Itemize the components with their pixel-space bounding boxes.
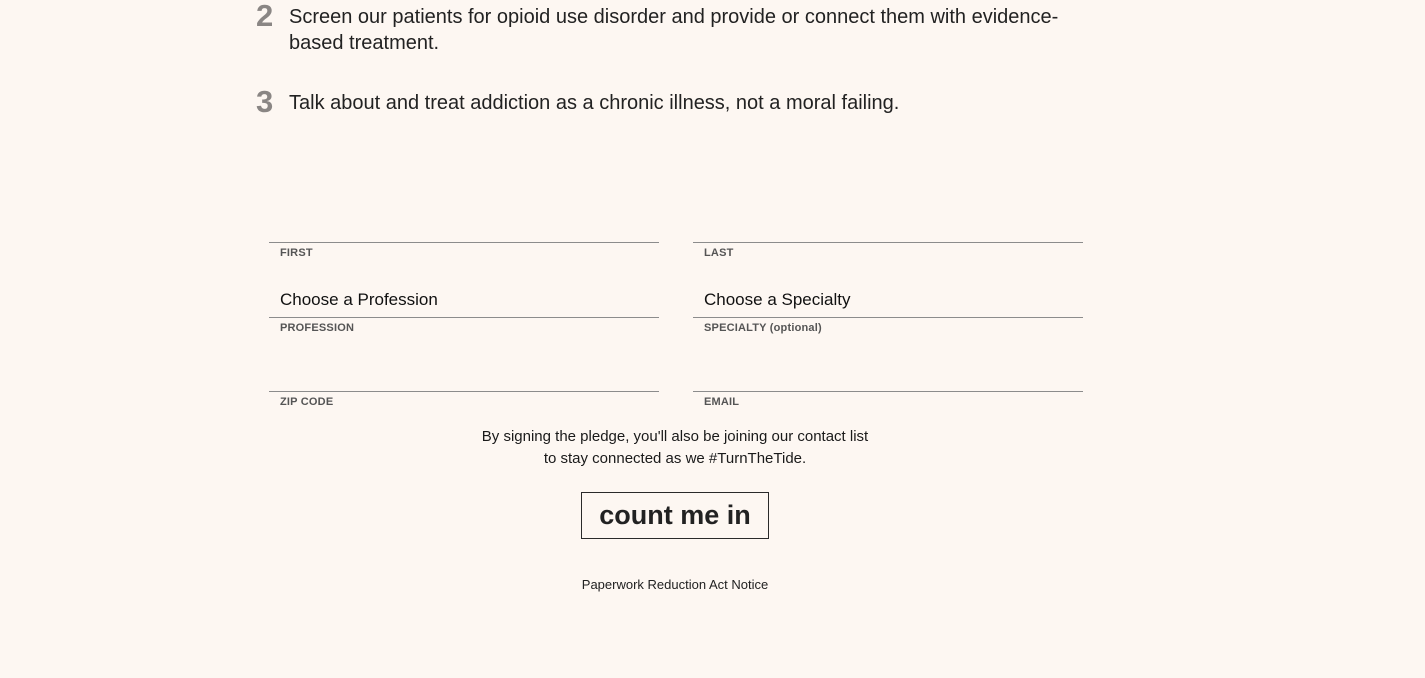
first-name-input[interactable] [269, 207, 659, 243]
pledge-text: Talk about and treat addiction as a chronic illness, not a moral failing. [289, 92, 900, 114]
zip-code-input[interactable] [269, 356, 659, 392]
last-name-field [693, 207, 1083, 259]
email-label: EMAIL [704, 396, 740, 408]
zip-code-label: ZIP CODE [280, 396, 334, 408]
profession-label: PROFESSION [280, 322, 355, 334]
pledge-number: 2 [256, 0, 274, 33]
specialty-label: SPECIALTY (optional) [704, 322, 822, 334]
specialty-select[interactable]: Choose a Specialty [693, 282, 1083, 318]
zip-code-field [269, 356, 659, 408]
paperwork-reduction-act-link[interactable]: Paperwork Reduction Act Notice [581, 577, 769, 592]
email-input[interactable] [693, 356, 1083, 392]
last-name-input[interactable] [693, 207, 1083, 243]
first-name-field [269, 207, 659, 259]
disclaimer-line-1: By signing the pledge, you'll also be joining our contact list [481, 428, 869, 445]
pledge-text: Screen our patients for opioid use disorder and provide or connect them with evidence-based treatment. [289, 6, 1059, 54]
count-me-in-button[interactable]: count me in [581, 492, 769, 539]
email-field [693, 356, 1083, 408]
disclaimer-line-2: to stay connected as we #TurnTheTide. [543, 450, 807, 467]
pledge-number: 3 [256, 84, 274, 119]
profession-select[interactable]: Choose a Profession [269, 282, 659, 318]
contact-list-disclaimer [0, 426, 1350, 470]
last-name-label: LAST [704, 247, 734, 259]
profession-field [269, 282, 659, 334]
specialty-field [693, 282, 1083, 334]
first-name-label: FIRST [280, 247, 313, 259]
